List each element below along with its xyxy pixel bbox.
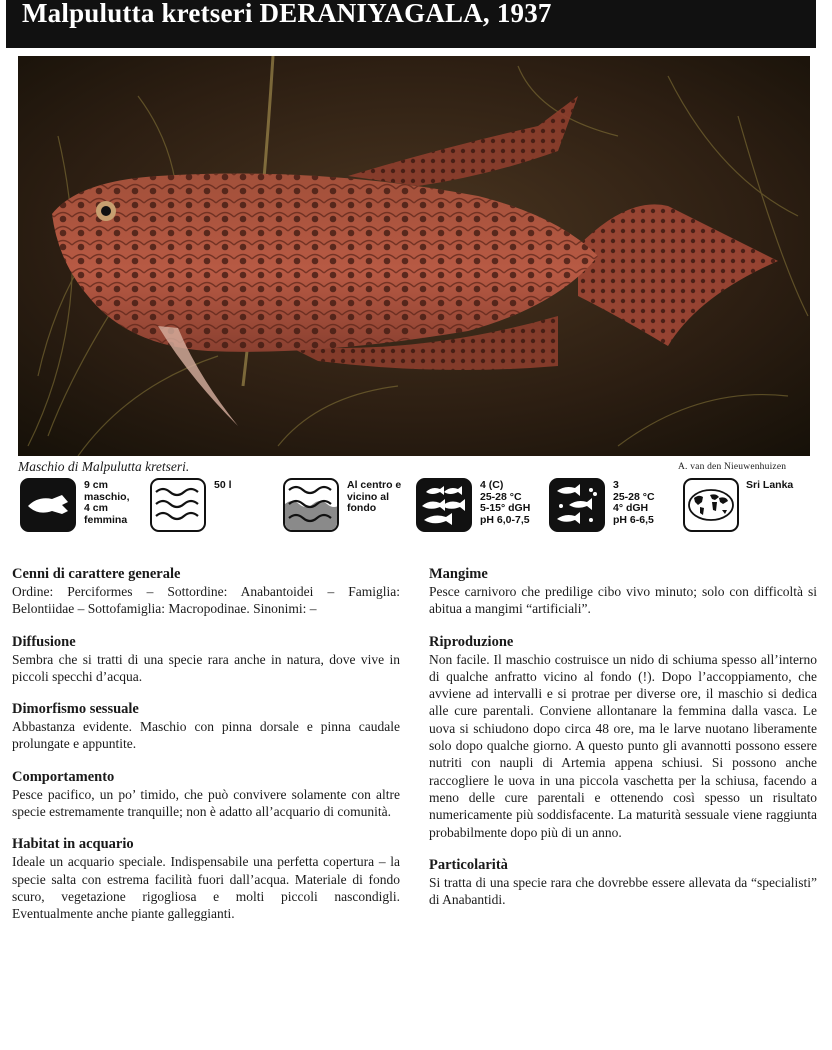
water-zone-icon (283, 478, 339, 532)
section-dimorphism (12, 701, 400, 753)
section-heading: Cenni di carattere generale (12, 566, 181, 582)
section-text: Ordine: Perciformes – Sottordine: Anabantoidei – Famiglia: Belontiidae – Sottofamiglia: Macropodinae. Sinonimi: – (12, 584, 400, 617)
section-text: Sembra che si tratti di una specie rara anche in natura, dove vive in piccoli specchi d’acqua. (12, 651, 400, 684)
section-general (12, 566, 400, 618)
section-heading: Habitat in acquario (12, 836, 134, 853)
volume-label: 50 l (214, 479, 232, 491)
section-text: Ideale un acquario speciale. Indispensabile una perfetta copertura – la specie salta con estrema facilità fuori dall’acqua. Materiale di fondo scuro, vegetazione rigogliosa e molti piccoli nascondigli. Eventualmente anche piante galleggianti. (12, 854, 400, 922)
section-heading: Comportamento (12, 768, 115, 785)
section-aquarium-habitat (12, 836, 400, 922)
water-waves-icon (150, 478, 206, 532)
section-heading: Mangime (429, 566, 488, 582)
section-food (429, 566, 817, 618)
section-text: Abbastanza evidente. Maschio con pinna dorsale e pinna caudale prolungate e appuntite. (12, 719, 400, 752)
page-title: Malpulutta kretseri DERANIYAGALA, 1937 (22, 0, 552, 28)
care-label: 4 (C) 25-28 °C 5-15° dGH pH 6,0-7,5 (480, 479, 531, 526)
title-bar (6, 0, 816, 48)
section-behaviour (12, 769, 400, 821)
section-reproduction (429, 634, 817, 841)
section-text: Non facile. Il maschio costruisce un nido di schiuma spesso all’interno di qualche anfratto vicino al fondo (!). Dopo l’accoppiamento, che avviene ad intervalli e si protrae per diverse ore, il maschio si dedica alle cure parentali. Conviene allontanare la femmina dalla vasca. Le uova si schiudono dopo circa 48 ore, ma le larve nuotano liberamente solo dopo qualche giorno. A questo punto gli avannotti possono essere nutriti con naupli di Artemia appena schiusi. Si possono anche raccogliere le uova in una piccola vaschetta per la schiusa, facendo a meno delle cure parentali e ottenendo così spesso un risultato numericamente più soddisfacente. La maturità sessuale viene raggiunta probabilmente dopo più di un anno. (429, 651, 817, 840)
photo-caption: Maschio di Malpulutta kretseri. (18, 459, 190, 474)
fish-group-icon (416, 478, 472, 532)
world-map-icon (683, 478, 739, 532)
origin-label: Sri Lanka (746, 479, 794, 491)
swim-zone-label: Al centro e vicino al fondo (347, 479, 402, 514)
fish-photo-drawing (18, 56, 810, 456)
section-heading: Particolarità (429, 856, 508, 873)
left-column (12, 566, 400, 939)
fish-breeding-icon (549, 478, 605, 532)
section-text: Pesce carnivoro che predilige cibo vivo minuto; solo con difficoltà si abitua a mangimi “artificiali”. (429, 584, 817, 617)
fish-photo (18, 56, 810, 456)
size-label: 9 cm maschio, 4 cm femmina (84, 479, 130, 526)
section-particulars (429, 857, 817, 909)
fish-silhouette-icon (20, 478, 76, 532)
section-text: Si tratta di una specie rara che dovrebbe essere allevata da “specialisti” di Anabantidi. (429, 874, 817, 908)
section-text: Pesce pacifico, un po’ timido, che può convivere solamente con altre specie estremamente tranquille; non è adatto all’acquario di comunità. (12, 786, 400, 820)
section-heading: Diffusione (12, 633, 76, 650)
section-distribution (12, 634, 400, 686)
section-heading: Riproduzione (429, 633, 514, 650)
section-heading: Dimorfismo sessuale (12, 701, 139, 718)
breeding-label: 3 25-28 °C 4° dGH pH 6-6,5 (613, 479, 655, 526)
right-column (429, 566, 817, 924)
photo-credit: A. van den Nieuwenhuizen (678, 462, 787, 472)
